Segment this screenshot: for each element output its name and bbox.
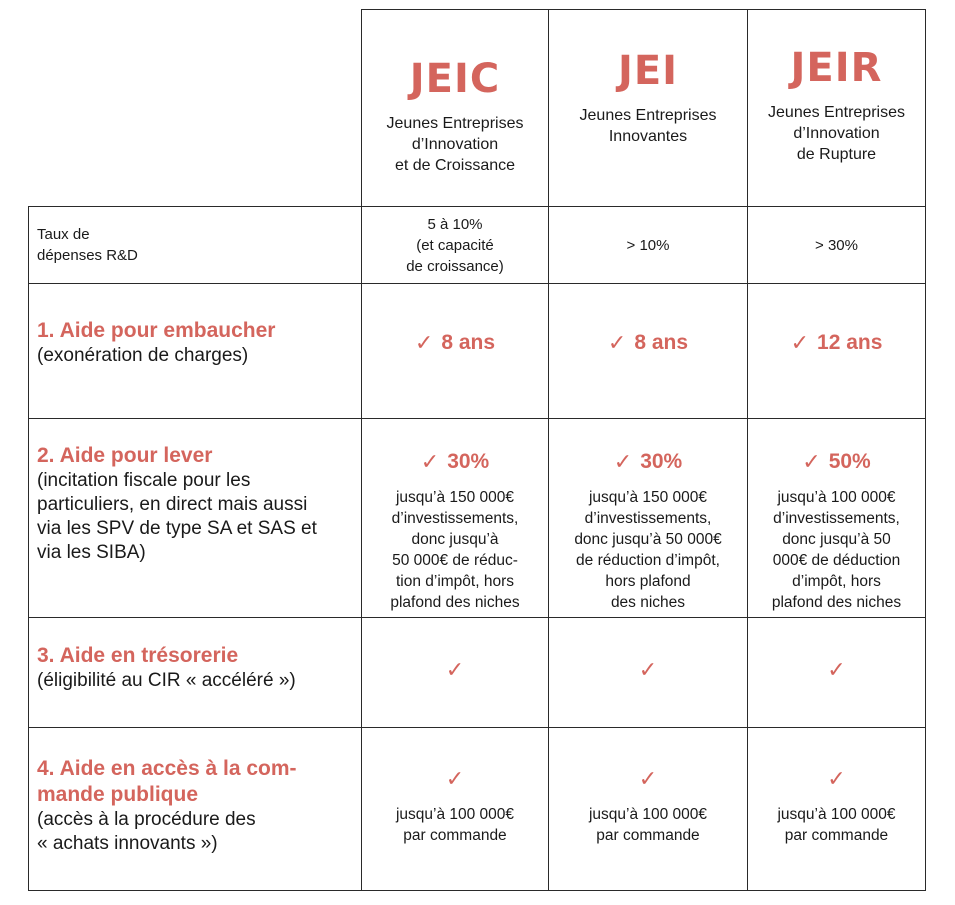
check-icon: ✓: [445, 656, 465, 682]
aide-title: 4. Aide en accès à la com- mande publique: [37, 757, 297, 806]
aide-note: jusqu’à 100 000€ par commande: [588, 806, 708, 844]
aide-3-jei: [548, 617, 748, 728]
aide-2-jeir: [747, 418, 926, 618]
aide-value: 8 ans: [634, 331, 689, 354]
header-code: JEI: [617, 48, 679, 94]
rd-value-jeic: [361, 206, 549, 284]
check-icon: ✓: [790, 330, 810, 355]
aide-value: 30%: [640, 450, 683, 473]
aide-4-jeic: [361, 727, 549, 891]
aide-value: 12 ans: [817, 331, 883, 354]
rd-label-cell: [28, 206, 362, 284]
aide-title: 3. Aide en trésorerie: [37, 643, 239, 667]
aide-title: 1. Aide pour embaucher: [37, 319, 276, 342]
aide-2-label-cell: [28, 418, 362, 618]
aide-3-jeir: [747, 617, 926, 728]
check-icon: ✓: [414, 330, 434, 355]
aide-note: jusqu’à 100 000€ par commande: [777, 806, 896, 844]
aide-desc: (éligibilité au CIR « accéléré »): [37, 669, 296, 691]
rd-label: Taux de dépenses R&D: [37, 226, 138, 264]
aide-4-label-cell: [28, 727, 362, 891]
check-icon: ✓: [638, 656, 658, 682]
aide-value: 30%: [447, 450, 490, 473]
aide-1-label-cell: [28, 283, 362, 419]
header-subtitle: Jeunes Entreprises Innovantes: [579, 107, 717, 145]
aide-note: jusqu’à 100 000€ par commande: [395, 806, 515, 844]
aide-4-jeir: [747, 727, 926, 891]
header-code: JEIC: [409, 55, 501, 102]
check-icon: ✓: [607, 330, 627, 355]
check-icon: ✓: [827, 766, 846, 791]
rd-value-jeir: [747, 206, 926, 284]
aide-desc: (exonération de charges): [37, 345, 249, 366]
aide-2-jeic: [361, 418, 549, 618]
aide-note: jusqu’à 100 000€ d’investissements, donc jusqu’à 50 000€ de déduction d’impôt, hors plafond des niches: [771, 489, 902, 611]
aide-desc: (incitation fiscale pour les particuliers, en direct mais aussi via les SPV de type SA et SAS et via les SIBA): [37, 470, 317, 563]
header-subtitle: Jeunes Entreprises d’Innovation et de Croissance: [386, 114, 524, 174]
aide-1-jeir: [747, 283, 926, 419]
aide-value: 50%: [828, 450, 871, 473]
rd-value: > 10%: [626, 236, 670, 254]
header-jeir: [747, 9, 926, 207]
check-icon: ✓: [638, 766, 658, 791]
aide-note: jusqu’à 150 000€ d’investissements, donc jusqu’à 50 000€ de réduction d’impôt, hors plafond des niches: [574, 489, 722, 611]
check-icon: ✓: [613, 449, 633, 474]
aide-title: 2. Aide pour lever: [37, 444, 213, 467]
aide-2-jei: [548, 418, 748, 618]
header-code: JEIR: [790, 44, 883, 91]
aide-3-label-cell: [28, 617, 362, 728]
rd-value: 5 à 10% (et capacité de croissance): [406, 215, 504, 275]
check-icon: ✓: [420, 449, 440, 474]
check-icon: ✓: [445, 766, 465, 791]
aide-desc: (accès à la procédure des « achats innovants »): [37, 809, 256, 854]
header-jeic: [361, 9, 549, 207]
aide-value: 8 ans: [441, 331, 496, 354]
rd-value-jei: [548, 206, 748, 284]
aide-note: jusqu’à 150 000€ d’investissements, donc jusqu’à 50 000€ de réduc- tion d’impôt, hors plafond des niches: [390, 489, 520, 611]
aide-4-jei: [548, 727, 748, 891]
header-jei: [548, 9, 748, 207]
aide-3-jeic: [361, 617, 549, 728]
check-icon: ✓: [827, 656, 846, 682]
rd-value: > 30%: [815, 236, 858, 254]
aide-1-jei: [548, 283, 748, 419]
header-subtitle: Jeunes Entreprises d’Innovation de Rupture: [768, 103, 905, 163]
check-icon: ✓: [802, 449, 821, 474]
aide-1-jeic: [361, 283, 549, 419]
